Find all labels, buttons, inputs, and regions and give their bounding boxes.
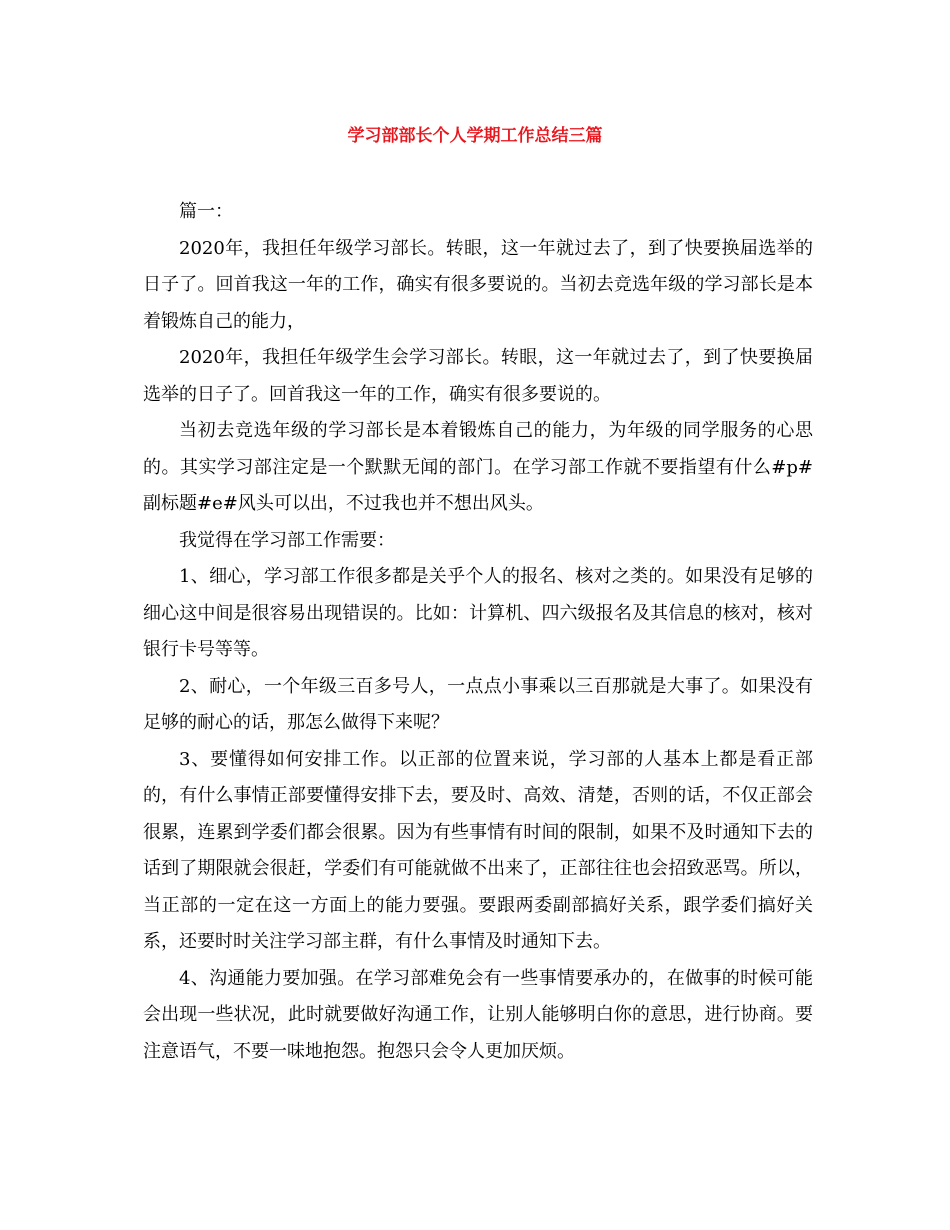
paragraph-requirements-heading: 我觉得在学习部工作需要：	[179, 529, 395, 551]
document-body	[143, 194, 813, 1070]
paragraph-motivation: 当初去竞选年级的学习部长是本着锻炼自己的能力，为年级的同学服务的心思的。其实学习部注定是一个默默无闻的部门。在学习部工作就不要指望有什么#p#副标题#e#风头可以出，不过我也并不想出风头。	[143, 420, 813, 514]
paragraph-section-heading: 篇一：	[179, 201, 233, 222]
document-title: 学习部部长个人学期工作总结三篇	[347, 126, 603, 146]
paragraph-point-3: 3、要懂得如何安排工作。以正部的位置来说，学习部的人基本上都是看正部的，有什么事情正部要懂得安排下去，要及时、高效、清楚，否则的话，不仅正部会很累，连累到学委们都会很累。因为有些事情有时间的限制，如果不及时通知下去的话到了期限就会很赶，学委们有可能就做不出来了，正部往往也会招致恶骂。所以，当正部的一定在这一方面上的能力要强。要跟两委副部搞好关系，跟学委们搞好关系，还要时时关注学习部主群，有什么事情及时通知下去。	[143, 748, 813, 952]
paragraph-point-1: 1、细心，学习部工作很多都是关乎个人的报名、核对之类的。如果没有足够的细心这中间是很容易出现错误的。比如：计算机、四六级报名及其信息的核对，核对银行卡号等等。	[143, 566, 813, 660]
paragraph-intro-repeat: 2020年，我担任年级学生会学习部长。转眼，这一年就过去了，到了快要换届选举的日子了。回首我这一年的工作，确实有很多要说的。	[143, 347, 813, 405]
paragraph-point-2: 2、耐心，一个年级三百多号人，一点点小事乘以三百那就是大事了。如果没有足够的耐心的话，那怎么做得下来呢？	[143, 675, 813, 733]
paragraph-intro: 2020年，我担任年级学习部长。转眼，这一年就过去了，到了快要换届选举的日子了。回首我这一年的工作，确实有很多要说的。当初去竞选年级的学习部长是本着锻炼自己的能力，	[143, 237, 813, 332]
paragraph-point-4: 4、沟通能力要加强。在学习部难免会有一些事情要承办的，在做事的时候可能会出现一些状况，此时就要做好沟通工作，让别人能够明白你的意思，进行协商。要注意语气，不要一味地抱怨。抱怨只会令人更加厌烦。	[143, 967, 813, 1062]
